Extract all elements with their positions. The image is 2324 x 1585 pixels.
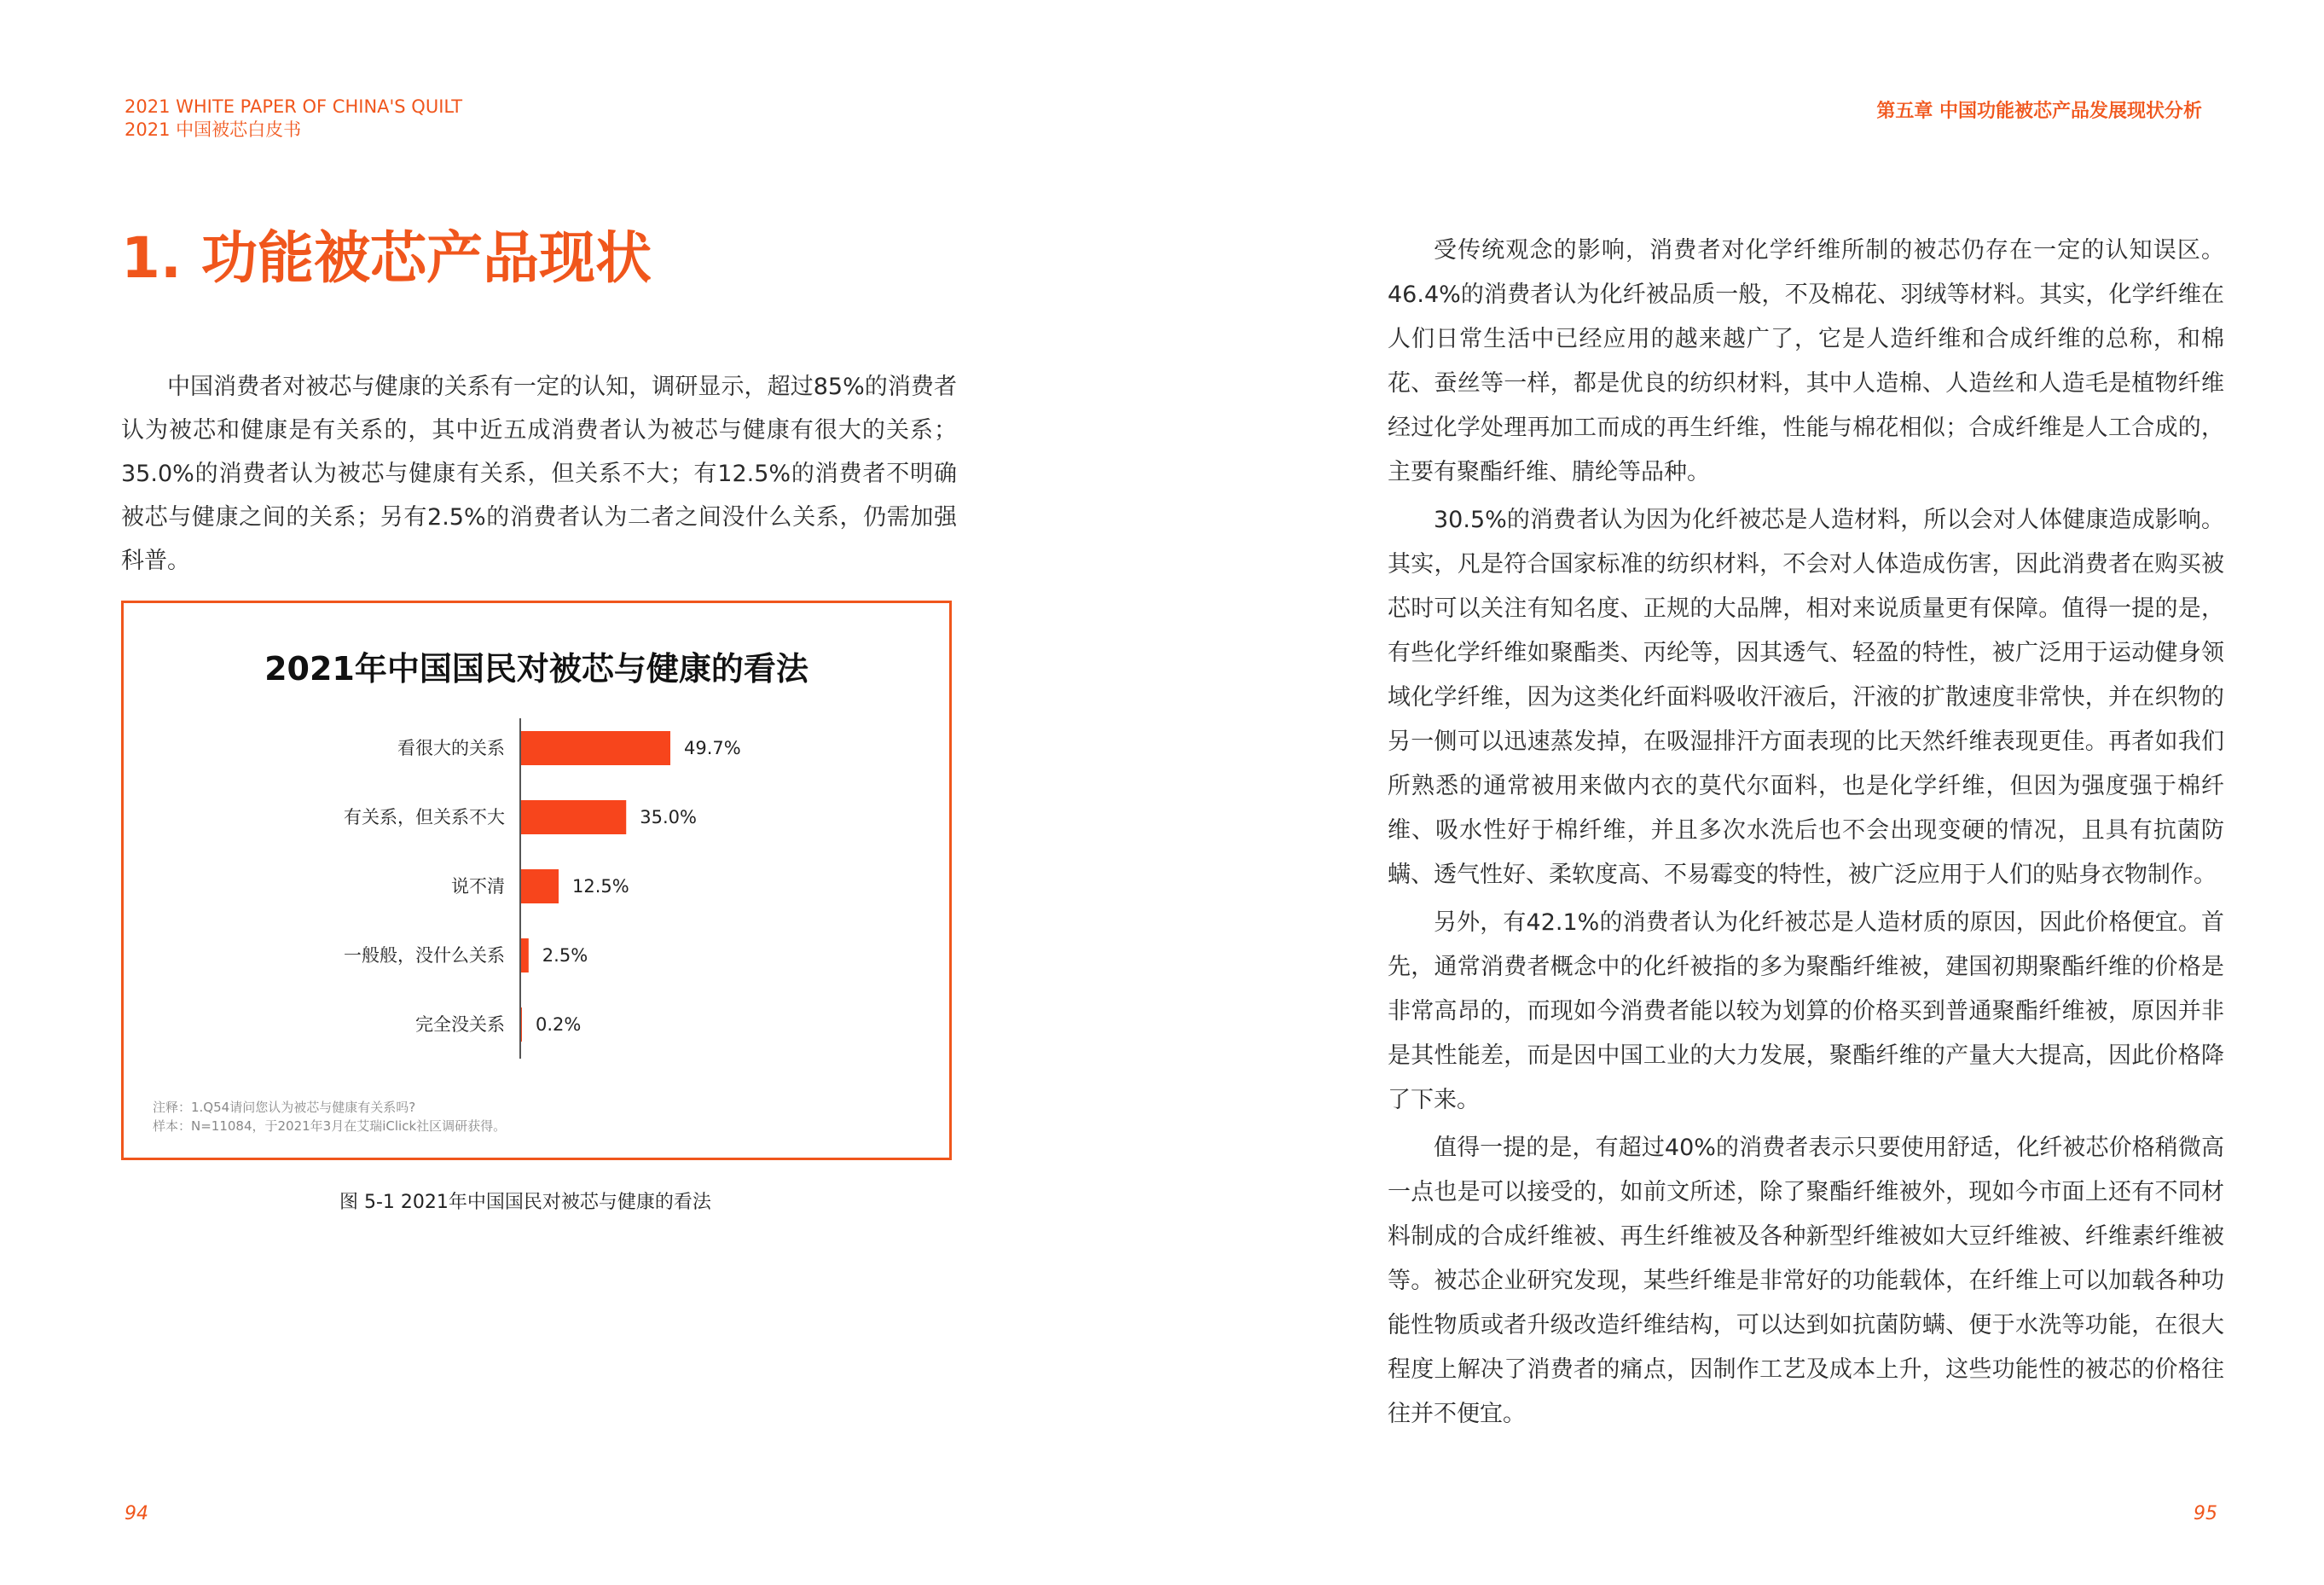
- bar: [521, 731, 670, 765]
- category-label: 说不清: [451, 876, 505, 897]
- value-label: 49.7%: [684, 738, 741, 758]
- right-paragraph: 30.5%的消费者认为因为化纤被芯是人造材料，所以会对人体健康造成影响。其实，凡是符合国家标准的纺织材料，不会对人体造成伤害，因此消费者在购买被芯时可以关注有知名度、正规的大品牌，相对来说质量更有保障。值得一提的是，有些化学纤维如聚酯类、丙纶等，因其透气、轻盈的特性，被广泛用于运动健身领域化学纤维，因为这类化纤面料吸收汗液后，汗液的扩散速度非常快，并在织物的另一侧可以迅速蒸发掉，在吸湿排汗方面表现的比天然纤维表现更佳。再者如我们所熟悉的通常被用来做内衣的莫代尔面料，也是化学纤维，但因为强度强于棉纤维、吸水性好于棉纤维，并且多次水洗后也不会出现变硬的情况，且具有抗菌防螨、透气性好、柔软度高、不易霉变的特性，被广泛应用于人们的贴身衣物制作。: [1388, 507, 2224, 888]
- chart-note-sample: 样本：N=11084，于2021年3月在艾瑞iClick社区调研获得。: [153, 1118, 507, 1134]
- right-paragraph: 受传统观念的影响，消费者对化学纤维所制的被芯仍存在一定的认知误区。46.4%的消费者认为化纤被品质一般，不及棉花、羽绒等材料。其实，化学纤维在人们日常生活中已经应用的越来越广了，它是人造纤维和合成纤维的总称，和棉花、蚕丝等一样，都是优良的纺织材料，其中人造棉、人造丝和人造毛是植物纤维经过化学处理再加工而成的再生纤维，性能与棉花相似；合成纤维是人工合成的，主要有聚酯纤维、腈纶等品种。: [1388, 237, 2224, 485]
- category-label: 看很大的关系: [397, 738, 505, 758]
- value-label: 2.5%: [542, 945, 588, 966]
- value-label: 35.0%: [640, 807, 697, 827]
- category-label: 有关系，但关系不大: [344, 807, 505, 827]
- bar: [521, 1007, 522, 1042]
- figure-caption: 图 5-1 2021年中国国民对被芯与健康的看法: [339, 1192, 711, 1213]
- running-header-left: [125, 96, 462, 142]
- chart-frame: [121, 601, 952, 1160]
- page-number-left: 94: [125, 1503, 148, 1524]
- right-column-text: [1388, 229, 2224, 1440]
- left-paragraph: 中国消费者对被芯与健康的关系有一定的认知，调研显示，超过85%的消费者认为被芯和健康是有关系的，其中近五成消费者认为被芯与健康有很大的关系；35.0%的消费者认为被芯与健康有关系，但关系不大；有12.5%的消费者不明确被芯与健康之间的关系；另有2.5%的消费者认为二者之间没什么关系，仍需加强科普。: [121, 374, 957, 574]
- bar: [521, 800, 626, 834]
- bar-chart: [124, 603, 949, 1158]
- bar: [521, 938, 529, 972]
- value-label: 0.2%: [536, 1014, 582, 1035]
- header-title-english: 2021 WHITE PAPER OF CHINA'S QUILT: [125, 96, 463, 117]
- category-label: 完全没关系: [415, 1014, 505, 1035]
- header-title-chinese: 2021 中国被芯白皮书: [125, 119, 302, 140]
- page-number-right: 95: [2194, 1503, 2217, 1524]
- category-label: 一般般，没什么关系: [344, 945, 505, 966]
- running-header-chapter: 第五章 中国功能被芯产品发展现状分析: [1876, 101, 2202, 122]
- value-label: 12.5%: [572, 876, 629, 897]
- right-paragraph: 值得一提的是，有超过40%的消费者表示只要使用舒适，化纤被芯价格稍微高一点也是可以接受的，如前文所述，除了聚酯纤维被外，现如今市面上还有不同材料制成的合成纤维被、再生纤维被及各种新型纤维被如大豆纤维被、纤维素纤维被等。被芯企业研究发现，某些纤维是非常好的功能载体，在纤维上可以加载各种功能性物质或者升级改造纤维结构，可以达到如抗菌防螨、便于水洗等功能，在很大程度上解决了消费者的痛点，因制作工艺及成本上升，这些功能性的被芯的价格往往并不便宜。: [1388, 1135, 2224, 1427]
- section-title: 1. 功能被芯产品现状: [121, 225, 652, 291]
- chart-note: [153, 1098, 506, 1135]
- bar: [521, 869, 559, 903]
- chart-note-question: 注释：1.Q54请问您认为被芯与健康有关系吗?: [153, 1100, 416, 1115]
- chart-title: 2021年中国国民对被芯与健康的看法: [264, 650, 808, 688]
- right-paragraph: 另外，有42.1%的消费者认为化纤被芯是人造材质的原因，因此价格便宜。首先，通常消费者概念中的化纤被指的多为聚酯纤维被，建国初期聚酯纤维的价格是非常高昂的，而现如今消费者能以较为划算的价格买到普通聚酯纤维被，原因并非是其性能差，而是因中国工业的大力发展，聚酯纤维的产量大大提高，因此价格降了下来。: [1388, 909, 2224, 1113]
